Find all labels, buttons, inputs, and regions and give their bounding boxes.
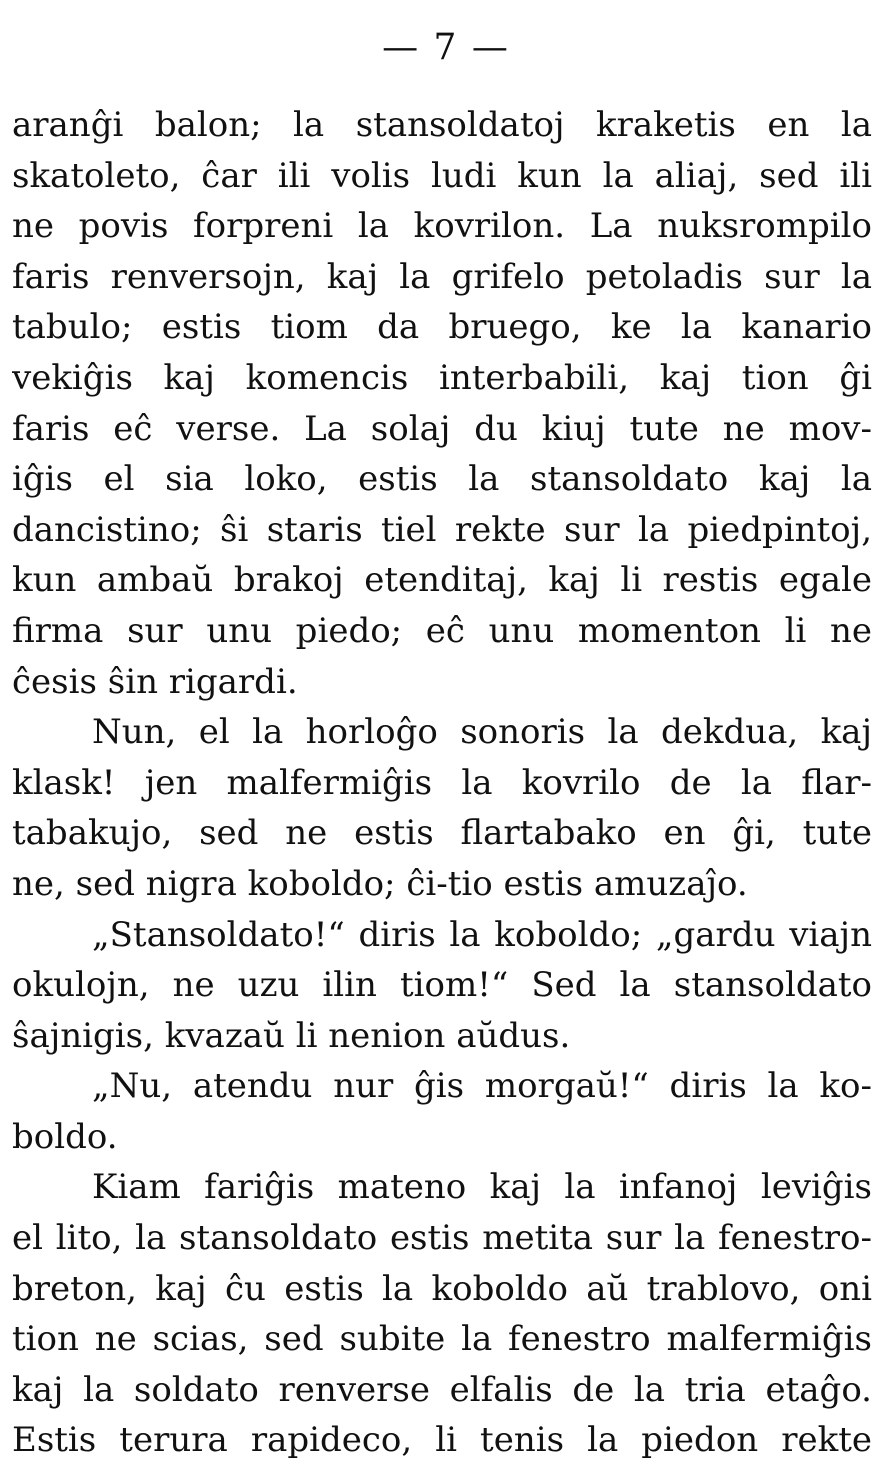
text-line: Nun, el la horloĝo sonoris la dekdua, kaj: [92, 712, 872, 753]
text-line: el lito, la stansoldato estis metita sur la fenestro-: [12, 1218, 872, 1259]
text-line: skatoleto, ĉar ili volis ludi kun la aliaj, sed ili: [12, 155, 872, 196]
text-line: ne, sed nigra koboldo; ĉi-tio estis amuzaĵo.: [12, 863, 748, 904]
text-line: Kiam fariĝis mateno kaj la infanoj leviĝis: [92, 1167, 872, 1208]
text-line: ne povis forpreni la kovrilon. La nuksrompilo: [12, 206, 872, 247]
text-line: faris eĉ verse. La solaj du kiuj tute ne mov-: [12, 408, 872, 449]
text-line: tabakujo, sed ne estis flartabako en ĝi, tute: [12, 813, 872, 854]
text-line: breton, kaj ĉu estis la koboldo aŭ trablovo, oni: [12, 1268, 872, 1309]
text-line: boldo.: [12, 1116, 118, 1157]
text-line: kun ambaŭ brakoj etenditaj, kaj li restis egale: [12, 560, 872, 601]
body-text: [12, 100, 872, 1466]
text-line: iĝis el sia loko, estis la stansoldato kaj la: [12, 459, 872, 500]
text-line: dancistino; ŝi staris tiel rekte sur la piedpintoj,: [12, 509, 872, 550]
text-line: tion ne scias, sed subite la fenestro malfermiĝis: [12, 1319, 872, 1360]
text-line: klask! jen malfermiĝis la kovrilo de la flar-: [12, 762, 872, 803]
text-line: okulojn, ne uzu ilin tiom!“ Sed la stansoldato: [12, 965, 872, 1006]
text-line: tabulo; estis tiom da bruego, ke la kanario: [12, 307, 872, 348]
text-line: kaj la soldato renverse elfalis de la tria etaĝo.: [12, 1369, 872, 1410]
text-line: ĉesis ŝin rigardi.: [12, 661, 298, 702]
text-line: faris renversojn, kaj la grifelo petoladis sur la: [12, 256, 872, 297]
text-line: ŝajnigis, kvazaŭ li nenion aŭdus.: [12, 1015, 571, 1056]
text-line: vekiĝis kaj komencis interbabili, kaj tion ĝi: [12, 357, 872, 398]
text-line: „Stansoldato!“ diris la koboldo; „gardu viajn: [92, 914, 872, 955]
text-line: aranĝi balon; la stansoldatoj kraketis en la: [12, 105, 872, 145]
text-line: Estis terura rapideco, li tenis la piedon rekte: [12, 1420, 872, 1461]
page-number: — 7 —: [382, 27, 510, 68]
text-line: firma sur unu piedo; eĉ unu momenton li ne: [12, 610, 872, 651]
text-line: „Nu, atendu nur ĝis morgaŭ!“ diris la ko-: [92, 1066, 872, 1107]
